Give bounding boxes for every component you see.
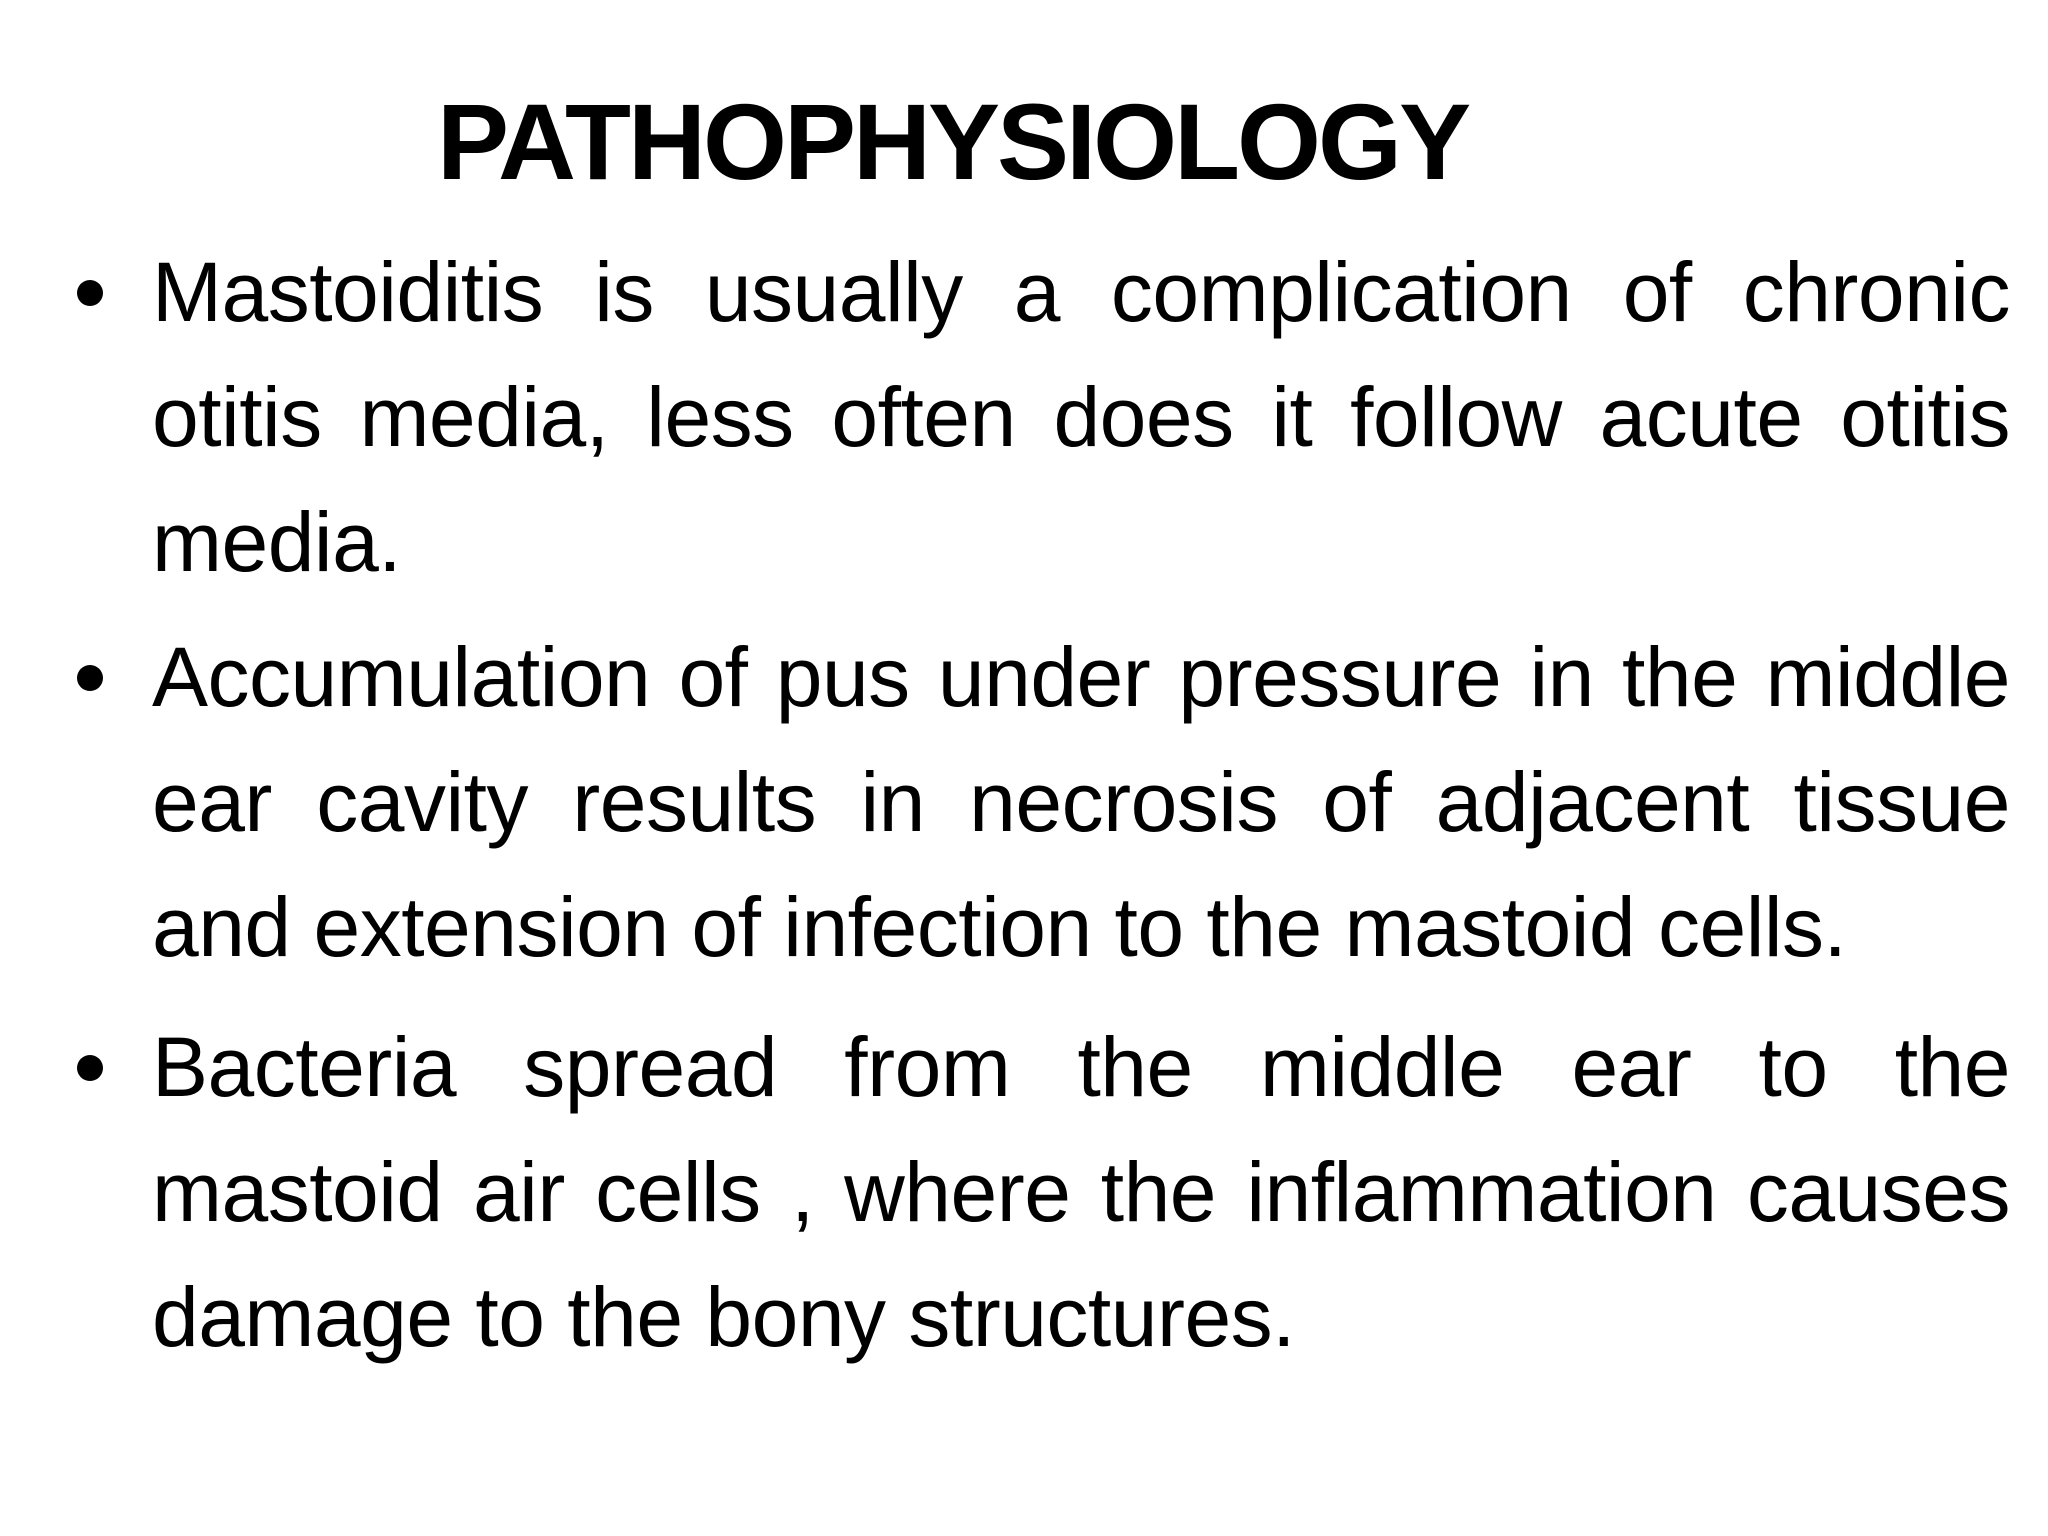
bullet-item <box>72 1005 2010 1380</box>
bullet-item <box>72 615 2010 990</box>
bullet-item <box>72 230 2010 605</box>
bullet-dot-icon <box>77 280 103 306</box>
bullet-text: Bacteria spread from the middle ear to the mastoid air cells , where the inflammation causes damage to the bony structures. <box>152 1020 2010 1364</box>
slide-title: PATHOPHYSIOLOGY <box>437 81 1469 202</box>
bullet-dot-icon <box>77 1055 103 1081</box>
bullet-list <box>72 230 2010 1380</box>
bullet-text: Mastoiditis is usually a complication of chronic otitis media, less often does it follow acute otitis media. <box>152 245 2010 589</box>
bullet-text: Accumulation of pus under pressure in the middle ear cavity results in necrosis of adjacent tissue and extension of infection to the mastoid cells. <box>152 630 2010 974</box>
bullet-dot-icon <box>77 665 103 691</box>
